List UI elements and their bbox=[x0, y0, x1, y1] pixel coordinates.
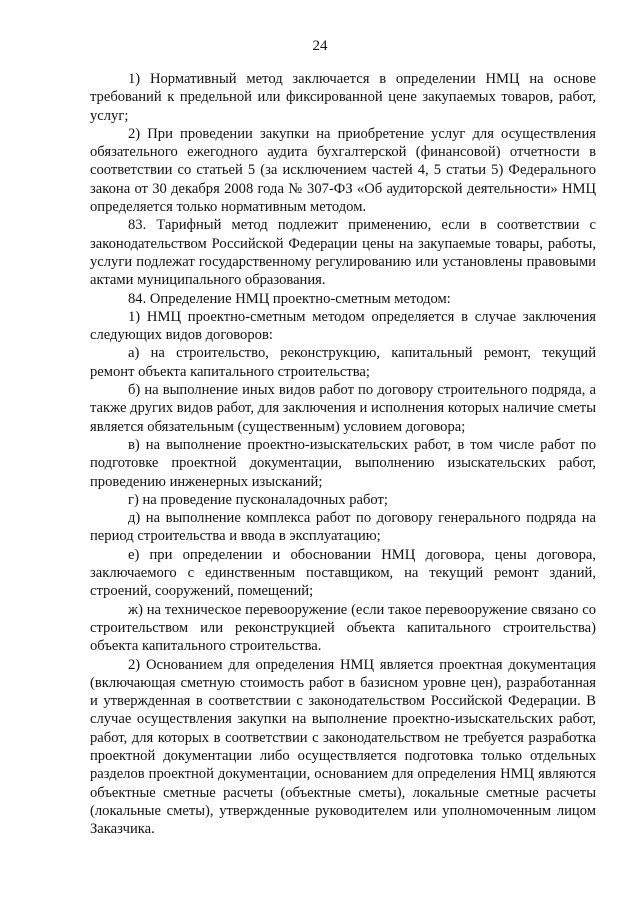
paragraph-audit-procurement: 2) При проведении закупки на приобретение услуг для осуществления обязательного ежегодного аудита бухгалтерской (финансовой) отчетности в соответствии со статьей 5 (за исключением частей 4, 5 статьи 5) Федерального закона от 30 декабря 2008 года № 307-ФЗ «Об аудиторской деятельности» НМЦ определяется только нормативным методом. bbox=[90, 125, 596, 216]
paragraph-84-heading: 84. Определение НМЦ проектно-сметным методом: bbox=[128, 290, 451, 307]
list-item-d: д) на выполнение комплекса работ по договору генерального подряда на период строительства и ввода в эксплуатацию; bbox=[90, 510, 596, 545]
list-item-zh: ж) на техническое перевооружение (если такое перевооружение связано со строительством или реконструкцией объекта капитального строительства) объекта капитального строительства. bbox=[90, 601, 596, 655]
list-item-a: а) на строительство, реконструкцию, капитальный ремонт, текущий ремонт объекта капитального строительства; bbox=[90, 345, 596, 380]
paragraph-84-2: 2) Основанием для определения НМЦ является проектная документация (включающая сметную стоимость работ в базисном уровне цен), разработанная и утвержденная в соответствии с законодательством Российской Федерации. В случае осуществления закупки на выполнение проектно-изыскательских работ, работ, для которых в соответствии с законодательством не требуется разработка проектной документации либо осуществляется подготовка только отдельных разделов проектной документации, основанием для определения НМЦ являются объектные сметные расчеты (объектные сметы), локальные сметные расчеты (локальные сметы), утвержденные руководителем или уполномоченным лицом Заказчика. bbox=[90, 656, 596, 838]
page-number: 24 bbox=[312, 38, 328, 54]
paragraph-84-1: 1) НМЦ проектно-сметным методом определяется в случае заключения следующих видов договоров: bbox=[90, 308, 596, 344]
list-item-v: в) на выполнение проектно-изыскательских работ, в том числе работ по подготовке проектной документации, выполнению изыскательских работ, проведению инженерных изысканий; bbox=[90, 436, 596, 490]
list-item-b: б) на выполнение иных видов работ по договору строительного подряда, а также других видов работ, для заключения и исполнения которых наличие сметы является обязательным (существенным) условием договора; bbox=[90, 382, 596, 435]
paragraph-83-tariff-method: 83. Тарифный метод подлежит применению, если в соответствии с законодательством Российской Федерации цены на закупаемые товары, работы, услуги подлежат государственному регулированию или установлены правовыми актами муниципального образования. bbox=[90, 217, 596, 289]
list-item-g: г) на проведение пусконаладочных работ; bbox=[128, 491, 388, 508]
document-body bbox=[90, 70, 596, 838]
list-item-e: е) при определении и обосновании НМЦ договора, цены договора, заключаемого с единственным поставщиком, на текущий ремонт зданий, строений, сооружений, помещений; bbox=[90, 546, 596, 600]
paragraph-normative-method: 1) Нормативный метод заключается в определении НМЦ на основе требований к предельной или фиксированной цене закупаемых товаров, работ, услуг; bbox=[90, 71, 596, 124]
